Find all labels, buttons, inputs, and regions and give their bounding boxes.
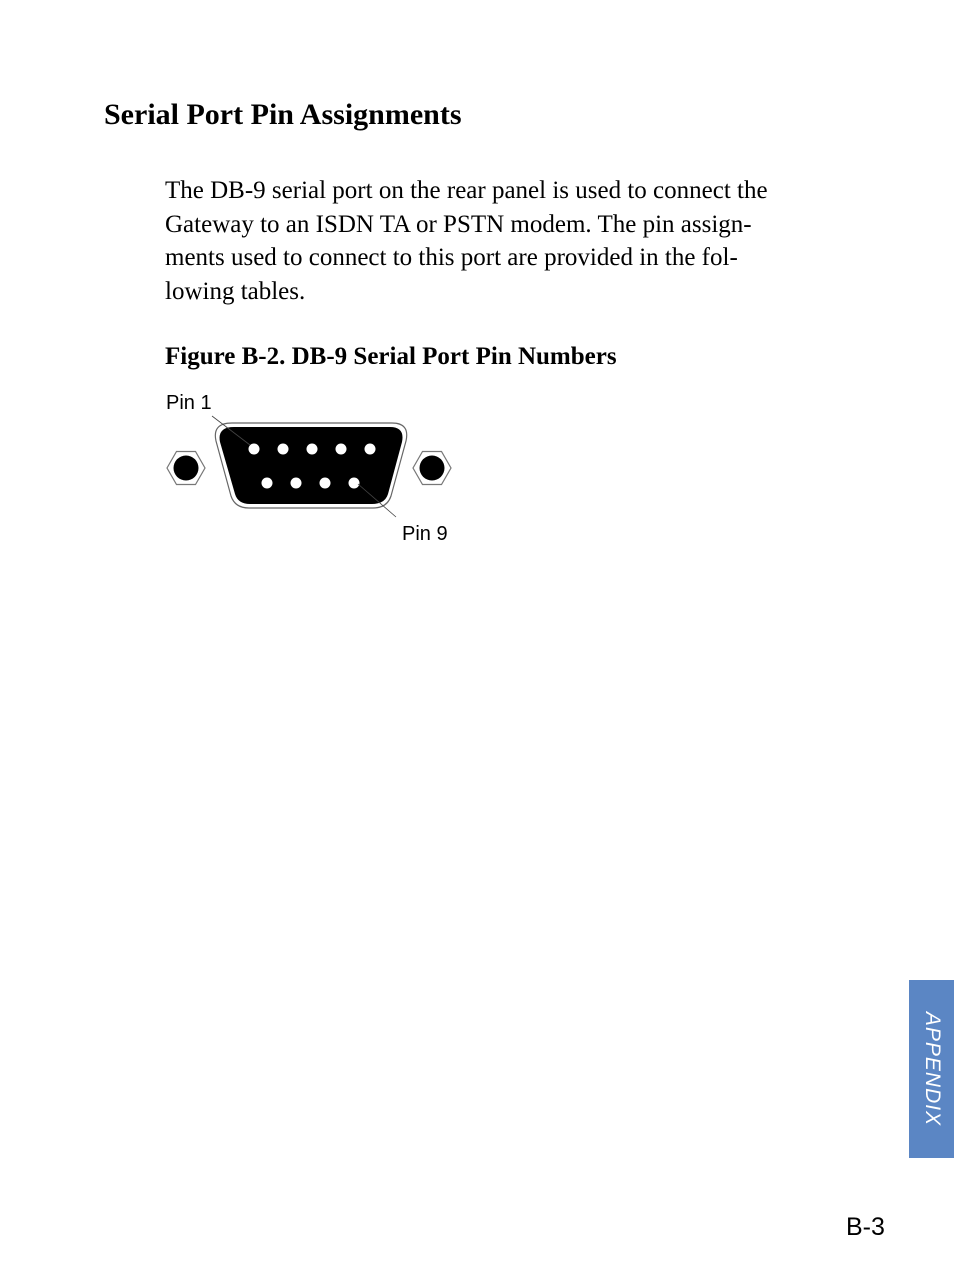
appendix-side-tab bbox=[909, 980, 954, 1158]
paragraph-line: The DB-9 serial port on the rear panel is used to connect the bbox=[165, 177, 768, 204]
db9-connector-figure bbox=[160, 386, 460, 551]
paragraph-line: ments used to connect to this port are provided in the fol- bbox=[165, 244, 738, 272]
paragraph-line: lowing tables. bbox=[165, 278, 306, 306]
right-mounting-hole bbox=[420, 456, 445, 481]
pin-4 bbox=[336, 444, 347, 455]
pin-2 bbox=[278, 444, 289, 455]
appendix-tab-label: APPENDIX bbox=[920, 1011, 944, 1127]
page-number: B-3 bbox=[846, 1213, 885, 1241]
pin-3 bbox=[307, 444, 318, 455]
pin-9-label: Pin 9 bbox=[402, 523, 448, 545]
pin-1 bbox=[249, 444, 260, 455]
pin-5 bbox=[365, 444, 376, 455]
db9-connector-diagram bbox=[160, 386, 460, 551]
pin-7 bbox=[291, 478, 302, 489]
section-heading: Serial Port Pin Assignments bbox=[104, 98, 462, 131]
pin-6 bbox=[262, 478, 273, 489]
paragraph-line: Gateway to an ISDN TA or PSTN modem. The pin assign- bbox=[165, 210, 752, 238]
body-paragraph bbox=[165, 174, 865, 309]
pin-8 bbox=[320, 478, 331, 489]
figure-caption: Figure B-2. DB-9 Serial Port Pin Numbers bbox=[165, 343, 617, 370]
connector-face bbox=[220, 427, 403, 504]
pin-1-label: Pin 1 bbox=[166, 392, 212, 414]
left-mounting-hole bbox=[174, 456, 199, 481]
pin-9 bbox=[349, 478, 360, 489]
